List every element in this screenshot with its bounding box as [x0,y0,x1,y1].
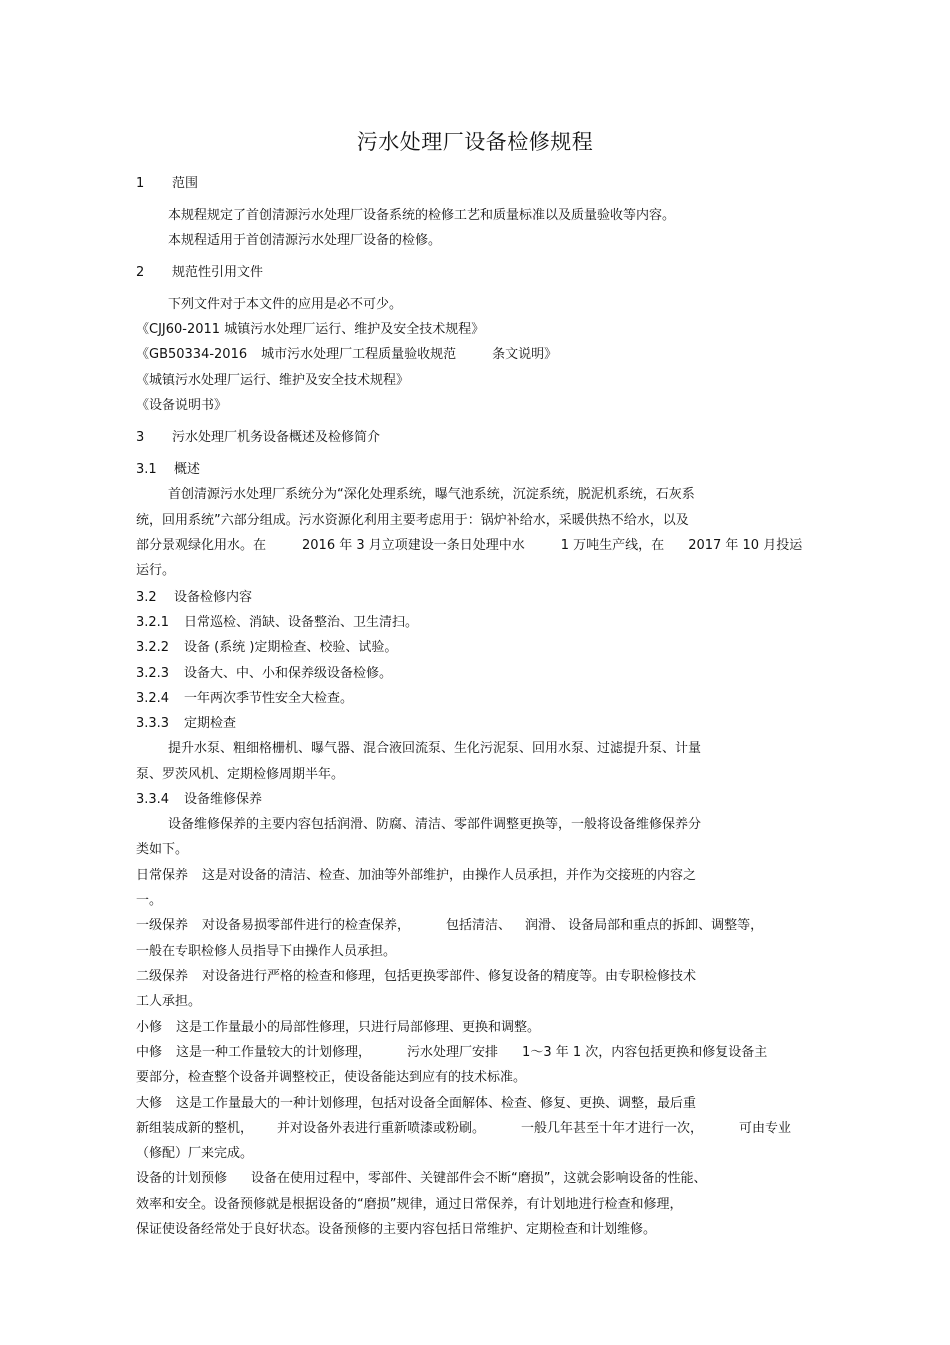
reference-item: 《GB50334-2016 城市污水处理厂工程质量验收规范 条文说明》 [136,347,558,362]
paragraph-line: 保证使设备经常处于良好状态。设备预修的主要内容包括日常维护、定期检查和计划维修。 [136,1222,657,1237]
section-3-3-3-heading: 3.3.3 定期检查 [136,716,237,731]
section-2-intro: 下列文件对于本文件的应用是必不可少。 [168,297,403,312]
section-2-heading: 2 规范性引用文件 [136,265,264,280]
reference-item: 《城镇污水处理厂运行、维护及安全技术规程》 [136,373,410,388]
paragraph-line: 一。 [136,893,163,908]
maintenance-daily: 日常保养 这是对设备的清洁、检查、加油等外部维护，由操作人员承担，并作为交接班的内容之 [136,868,697,883]
list-item: 3.2.3 设备大、中、小和保养级设备检修。 [136,666,393,681]
paragraph-line: 新组装成新的整机， 并对设备外表进行重新喷漆或粉刷。 一般几年甚至十年才进行一次， 可由专业 [136,1121,792,1136]
paragraph-line: 统，回用系统”六部分组成。污水资源化利用主要考虑用于：锅炉补给水，采暖供热不给水，以及 [136,513,689,528]
section-1-heading: 1 范围 [136,176,199,191]
list-item: 3.2.1 日常巡检、消缺、设备整治、卫生清扫。 [136,615,419,630]
list-item: 3.2.4 一年两次季节性安全大检查。 [136,691,354,706]
paragraph-line: （修配）厂来完成。 [136,1146,254,1161]
paragraph-line: 一般在专职检修人员指导下由操作人员承担。 [136,944,397,959]
section-3-2-heading: 3.2 设备检修内容 [136,590,253,605]
repair-medium: 中修 这是一种工作量较大的计划修理， 污水处理厂安排 1～3 年 1 次，内容包括更换和修复设备主 [136,1045,768,1060]
paragraph-line: 要部分，检查整个设备并调整校正，使设备能达到应有的技术标准。 [136,1070,527,1085]
reference-item: 《CJJ60-2011 城镇污水处理厂运行、维护及安全技术规程》 [136,322,485,337]
planned-maintenance: 设备的计划预修 设备在使用过程中，零部件、关键部件会不断“磨损”，这就会影响设备的性能、 [136,1171,707,1186]
page-title: 污水处理厂设备检修规程 [356,130,594,154]
maintenance-level-2: 二级保养 对设备进行严格的检查和修理，包括更换零部件、修复设备的精度等。由专职检修技术 [136,969,697,984]
paragraph-line: 效率和安全。设备预修就是根据设备的“磨损”规律，通过日常保养，有计划地进行检查和修理， [136,1197,683,1212]
maintenance-level-1: 一级保养 对设备易损零部件进行的检查保养， 包括清洁、 润滑、 设备局部和重点的拆卸、调整等， [136,918,764,933]
repair-minor: 小修 这是工作量最小的局部性修理，只进行局部修理、更换和调整。 [136,1020,541,1035]
reference-item: 《设备说明书》 [136,398,228,413]
repair-major: 大修 这是工作量最大的一种计划修理，包括对设备全面解体、检查、修复、更换、调整，最后重 [136,1096,697,1111]
paragraph-line: 工人承担。 [136,994,202,1009]
section-3-3-4-heading: 3.3.4 设备维修保养 [136,792,263,807]
section-1-para-1: 本规程规定了首创清源污水处理厂设备系统的检修工艺和质量标准以及质量验收等内容。 [168,208,676,223]
paragraph-line: 运行。 [136,563,176,578]
paragraph-line: 设备维修保养的主要内容包括润滑、防腐、清洁、零部件调整更换等，一般将设备维修保养分 [168,817,702,832]
section-3-1-heading: 3.1 概述 [136,462,201,477]
paragraph-line: 泵、罗茨风机、定期检修周期半年。 [136,767,345,782]
paragraph-line: 类如下。 [136,842,189,857]
paragraph-line: 首创清源污水处理厂系统分为“深化处理系统，曝气池系统，沉淀系统，脱泥机系统，石灰系 [168,487,695,502]
paragraph-line: 部分景观绿化用水。在 2016 年 3 月立项建设一条日处理中水 1 万吨生产线，在 2017 年 10 月投运 [136,538,803,553]
paragraph-line: 提升水泵、粗细格栅机、曝气器、混合液回流泵、生化污泥泵、回用水泵、过滤提升泵、计量 [168,741,702,756]
section-1-para-2: 本规程适用于首创清源污水处理厂设备的检修。 [168,233,442,248]
list-item: 3.2.2 设备 (系统 )定期检查、校验、试验。 [136,640,398,655]
section-3-heading: 3 污水处理厂机务设备概述及检修简介 [136,430,381,445]
